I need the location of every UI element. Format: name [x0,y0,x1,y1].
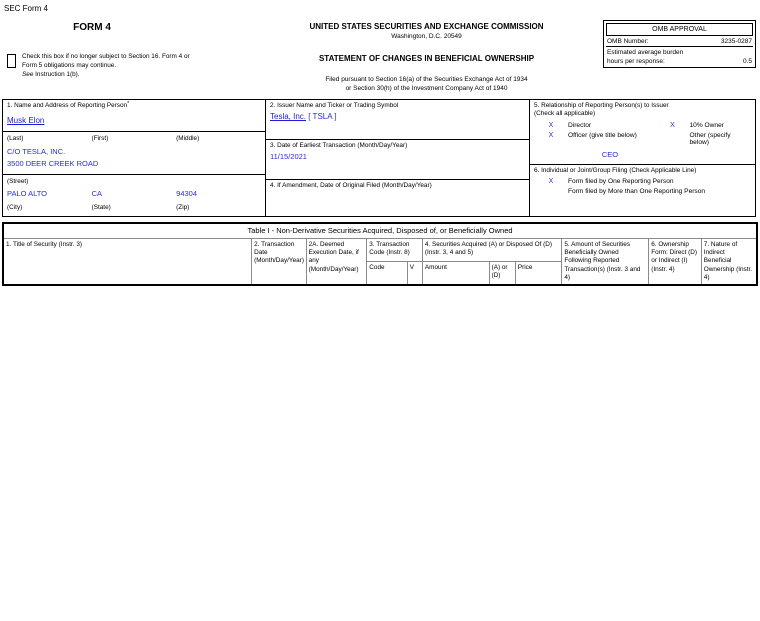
earliest-transaction-cell [266,140,529,180]
address-line2: 3500 DEER CREEK ROAD [7,158,99,168]
omb-burden-label2: hours per response: [607,58,665,65]
reporting-person-link[interactable]: Musk Elon [7,116,45,126]
subcol-price: Price [515,261,561,285]
relationship-column [530,100,755,216]
one-person-checkmark: X [548,178,554,186]
ticker-symbol: [ TSLA ] [308,112,337,122]
col-ownership-form: 6. Ownership Form: Direct (D) or Indirect (I) (Instr. 4) [649,238,702,285]
zip-value: 94304 [176,188,198,198]
zip-label: (Zip) [176,203,190,211]
last-label: (Last) [7,135,24,143]
omb-burden-label: Estimated average burden [607,49,684,56]
col-title-of-security: 1. Title of Security (Instr. 3) [3,238,252,285]
officer-label: Officer (give title below) [568,131,637,139]
col-nature-indirect: 7. Nature of Indirect Beneficial Ownership (Instr. 4) [701,238,757,285]
ten-percent-checkmark: X [670,121,675,129]
table1-title: Table I - Non-Derivative Securities Acquired, Disposed of, or Beneficially Owned [3,223,757,238]
omb-number-label: OMB Number: [607,38,649,45]
table1-non-derivative [2,222,758,286]
one-person-label: Form filed by One Reporting Person [568,178,674,186]
reporting-person-label: 1. Name and Address of Reporting Person* [7,100,130,109]
col-transaction-date: 2. Transaction Date (Month/Day/Year) [252,238,307,285]
earliest-transaction-label: 3. Date of Earliest Transaction (Month/Day/Year) [270,141,408,149]
sec-form-label: SEC Form 4 [4,4,49,13]
officer-title-value: CEO [601,149,619,159]
other-checkmark [656,132,690,146]
form-header [2,16,756,94]
omb-approval-box [603,20,756,68]
col-transaction-code: 3. Transaction Code (Instr. 8) [367,238,423,261]
director-label: Director [568,121,592,129]
more-persons-label: Form filed by More than One Reporting Person [568,188,706,196]
middle-label: (Middle) [176,135,200,143]
more-persons-checkmark [534,188,568,195]
col-deemed-execution-date: 2A. Deemed Execution Date, if any (Month/Day/Year) [306,238,367,285]
filing-type-cell [530,165,755,216]
state-label: (State) [91,203,111,211]
issuer-link[interactable]: Tesla, Inc. [270,112,307,122]
director-checkmark: X [548,121,554,129]
amendment-cell [266,180,529,216]
col-securities-acquired-disposed: 4. Securities Acquired (A) or Disposed Of (D) (Instr. 3, 4 and 5) [422,238,561,261]
filed-pursuant-text: Filed pursuant to Section 16(a) of the Securities Exchange Act of 1934 or Section 30(h) of the Investment Company Act of 1940 [325,76,528,93]
statement-title: STATEMENT OF CHANGES IN BENEFICIAL OWNERSHIP [318,54,535,63]
omb-title: OMB APPROVAL [606,23,753,36]
issuer-cell [266,100,529,140]
city-label: (City) [7,203,23,211]
street-label: (Street) [7,177,29,185]
subcol-a-or-d: (A) or (D) [489,261,515,285]
subcol-code: Code [367,261,407,285]
issuer-column [266,100,530,216]
city-value: PALO ALTO [7,188,48,198]
first-label: (First) [91,135,109,143]
commission-address: Washington, D.C. 20549 [391,33,462,40]
amendment-label: 4. If Amendment, Date of Original Filed (Month/Day/Year) [270,181,432,189]
state-value: CA [91,188,102,198]
issuer-label: 2. Issuer Name and Ticker or Trading Symbol [270,101,399,109]
sec-form4-page [0,0,758,286]
filer-info-grid [2,99,756,217]
form-title: FORM 4 [73,22,111,33]
officer-checkmark: X [548,131,554,139]
relationship-cell [530,100,755,165]
subcol-amount: Amount [422,261,489,285]
section16-checkbox[interactable] [7,54,16,68]
subcol-v: V [407,261,422,285]
col-amount-owned-following: 5. Amount of Securities Beneficially Owned Following Reported Transaction(s) (Instr. 3 and 4) [562,238,649,285]
filing-type-label: 6. Individual or Joint/Group Filing (Check Applicable Line) [534,166,697,174]
header-center [250,16,603,94]
ten-percent-label: 10% Owner [689,121,724,129]
reporting-person-cell [3,100,266,216]
relationship-sublabel: (Check all applicable) [534,110,596,118]
relationship-label: 5. Relationship of Reporting Person(s) to Issuer [534,101,669,109]
earliest-transaction-date: 11/15/2021 [270,152,307,162]
omb-number-value: 3235-0287 [720,38,752,45]
other-label: Other (specify below) [689,131,731,146]
section16-checkbox-label: Check this box if no longer subject to Section 16. Form 4 or Form 5 obligations may continue. See Instruction 1(b). [22,53,190,78]
omb-burden-value: 0.5 [742,58,752,65]
commission-title: UNITED STATES SECURITIES AND EXCHANGE COMMISSION [309,22,544,31]
header-left [2,16,250,80]
address-line1: C/O TESLA, INC. [7,146,66,156]
